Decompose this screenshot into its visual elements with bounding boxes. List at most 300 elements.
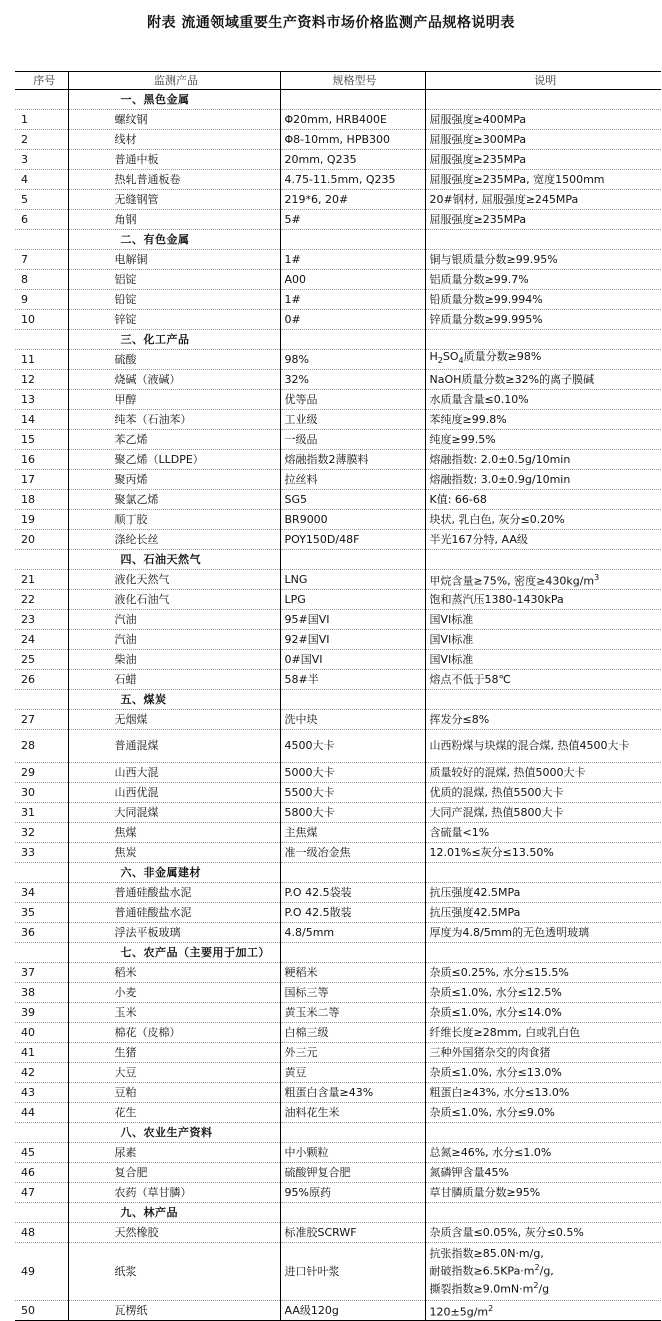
spec-model: 92#国VI [280,630,425,650]
category-spec-cell [280,943,425,963]
desc-part: 饱和蒸汽压1380-1430kPa [429,592,564,606]
desc-part: /g [538,1282,550,1296]
desc-part: 屈服强度≥235MPa [429,212,527,226]
category-title: 一、黑色金属 [68,90,280,110]
row-number: 3 [15,150,68,170]
desc-part: 抗张指数≥85.0N·m/g, [429,1246,544,1260]
spec-model: 4.75-11.5mm, Q235 [280,170,425,190]
table-row [15,270,661,290]
desc-part: 3 [594,572,600,582]
product-name: 瓦楞纸 [68,1301,280,1321]
row-number: 37 [15,963,68,983]
category-row [15,863,661,883]
category-title: 四、石油天然气 [68,550,280,570]
desc-part: SO [442,350,459,364]
row-number: 14 [15,410,68,430]
row-number: 38 [15,983,68,1003]
table-row [15,783,661,803]
desc-part: 纯度≥99.5% [429,432,496,446]
desc-part: 国VI标准 [429,632,474,646]
desc-part: 2 [533,1280,539,1290]
desc-part: 12.01%≤灰分≤13.50% [429,845,554,859]
desc-part: 苯纯度≥99.8% [429,412,507,426]
table-row [15,110,661,130]
table-row [15,1163,661,1183]
description [425,390,661,410]
category-spec-cell [280,1123,425,1143]
table-row [15,1143,661,1163]
product-name: 浮法平板玻璃 [68,923,280,943]
description [425,530,661,550]
desc-part: 大同产混煤, 热值5800大卡 [429,805,564,819]
table-row [15,610,661,630]
product-name: 普通硅酸盐水泥 [68,883,280,903]
spec-model: 准一级冶金焦 [280,843,425,863]
desc-part: 2 [534,1262,540,1272]
description [425,763,661,783]
description [425,710,661,730]
spec-model: 5000大卡 [280,763,425,783]
product-name: 复合肥 [68,1163,280,1183]
category-no-cell [15,690,68,710]
table-row [15,1003,661,1023]
product-name: 纯苯（石油苯） [68,410,280,430]
table-row [15,570,661,590]
spec-model: 国标三等 [280,983,425,1003]
desc-part: 挥发分≤8% [429,712,490,726]
description [425,1063,661,1083]
spec-model: 20mm, Q235 [280,150,425,170]
desc-part: 杂质≤0.25%, 水分≤15.5% [429,965,569,979]
description [425,290,661,310]
category-row [15,90,661,110]
row-number: 24 [15,630,68,650]
desc-part: 粗蛋白≥43%, 水分≤13.0% [429,1085,570,1099]
row-number: 21 [15,570,68,590]
desc-part: 屈服强度≥400MPa [429,112,527,126]
row-number: 48 [15,1223,68,1243]
row-number: 44 [15,1103,68,1123]
description [425,250,661,270]
table-header-row [15,72,661,90]
desc-part: 水质量含量≤0.10% [429,392,529,406]
category-title: 三、化工产品 [68,330,280,350]
row-number: 5 [15,190,68,210]
table-row [15,410,661,430]
description [425,170,661,190]
product-name: 锌锭 [68,310,280,330]
category-desc-cell [425,230,661,250]
category-row [15,330,661,350]
row-number: 41 [15,1043,68,1063]
category-row [15,1123,661,1143]
spec-model: Φ20mm, HRB400E [280,110,425,130]
description [425,963,661,983]
category-desc-cell [425,550,661,570]
category-title: 二、有色金属 [68,230,280,250]
desc-part: 熔融指数: 2.0±0.5g/10min [429,452,571,466]
desc-line [430,1261,662,1279]
desc-part: 草甘膦质量分数≥95% [429,1185,541,1199]
table-row [15,350,661,370]
row-number: 10 [15,310,68,330]
table-row [15,1223,661,1243]
spec-model: 1# [280,290,425,310]
spec-model: SG5 [280,490,425,510]
row-number: 49 [15,1243,68,1301]
table-row [15,803,661,823]
desc-part: 铝质量分数≥99.7% [429,272,529,286]
category-no-cell [15,943,68,963]
product-name: 豆粕 [68,1083,280,1103]
product-name: 柴油 [68,650,280,670]
category-desc-cell [425,90,661,110]
table-body [15,90,661,1321]
row-number: 1 [15,110,68,130]
spec-model: 油料花生米 [280,1103,425,1123]
description [425,903,661,923]
row-number: 8 [15,270,68,290]
row-number: 50 [15,1301,68,1321]
description [425,490,661,510]
row-number: 46 [15,1163,68,1183]
table-row [15,650,661,670]
desc-part: 优质的混煤, 热值5500大卡 [429,785,564,799]
product-name: 聚丙烯 [68,470,280,490]
description [425,270,661,290]
product-name: 苯乙烯 [68,430,280,450]
desc-part: 纤维长度≥28mm, 白或乳白色 [429,1025,581,1039]
header-desc: 说明 [425,72,661,90]
row-number: 31 [15,803,68,823]
desc-part: 120±5g/m [429,1305,489,1319]
category-title: 六、非金属建材 [68,863,280,883]
table-row [15,310,661,330]
table-row [15,290,661,310]
desc-part: 块状, 乳白色, 灰分≤0.20% [429,512,565,526]
category-desc-cell [425,863,661,883]
table-row [15,470,661,490]
table-row [15,1103,661,1123]
table-row [15,530,661,550]
spec-model: 219*6, 20# [280,190,425,210]
category-title: 五、煤炭 [68,690,280,710]
desc-part: 熔点不低于58℃ [429,672,511,686]
row-number: 29 [15,763,68,783]
category-no-cell [15,863,68,883]
spec-model: 外三元 [280,1043,425,1063]
desc-part: 2 [437,356,443,366]
row-number: 18 [15,490,68,510]
product-name: 热轧普通板卷 [68,170,280,190]
category-row [15,550,661,570]
product-name: 普通混煤 [68,730,280,763]
product-name: 尿素 [68,1143,280,1163]
spec-model: 进口针叶浆 [280,1243,425,1301]
product-name: 铅锭 [68,290,280,310]
row-number: 36 [15,923,68,943]
description [425,843,661,863]
desc-part: 国VI标准 [429,652,474,666]
desc-part: /g, [539,1264,554,1278]
category-spec-cell [280,690,425,710]
product-name: 铝锭 [68,270,280,290]
table-row [15,923,661,943]
product-name: 大同混煤 [68,803,280,823]
spec-model: 粗蛋白含量≥43% [280,1083,425,1103]
description [425,803,661,823]
spec-model: 5# [280,210,425,230]
spec-model: LNG [280,570,425,590]
desc-part: 20#钢材, 屈服强度≥245MPa [429,192,579,206]
spec-model: 粳稻米 [280,963,425,983]
table-row [15,430,661,450]
spec-model: 5500大卡 [280,783,425,803]
row-number: 4 [15,170,68,190]
table-row [15,1043,661,1063]
product-name: 焦炭 [68,843,280,863]
desc-part: 杂质含量≤0.05%, 灰分≤0.5% [429,1225,584,1239]
category-row [15,943,661,963]
desc-part: 厚度为4.8/5mm的无色透明玻璃 [429,925,590,939]
row-number: 25 [15,650,68,670]
row-number: 35 [15,903,68,923]
row-number: 39 [15,1003,68,1023]
row-number: 17 [15,470,68,490]
product-name: 焦煤 [68,823,280,843]
category-row [15,1203,661,1223]
table-row [15,670,661,690]
spec-model: 熔融指数2薄膜料 [280,450,425,470]
product-name: 生猪 [68,1043,280,1063]
description [425,650,661,670]
product-name: 普通中板 [68,150,280,170]
category-spec-cell [280,550,425,570]
spec-model: 4500大卡 [280,730,425,763]
table-row [15,823,661,843]
product-name: 山西优混 [68,783,280,803]
desc-part: 含硫量<1% [429,825,490,839]
description [425,590,661,610]
category-spec-cell [280,1203,425,1223]
spec-model: 0#国VI [280,650,425,670]
row-number: 12 [15,370,68,390]
category-title: 七、农产品（主要用于加工） [68,943,280,963]
description [425,1301,661,1321]
row-number: 9 [15,290,68,310]
product-name: 纸浆 [68,1243,280,1301]
description [425,783,661,803]
desc-part: 屈服强度≥235MPa [429,152,527,166]
desc-part: 锌质量分数≥99.995% [429,312,543,326]
table-row [15,510,661,530]
desc-part: 4 [458,356,464,366]
description [425,1223,661,1243]
table-row [15,490,661,510]
desc-line [430,1247,662,1261]
product-name: 角钢 [68,210,280,230]
spec-model: 32% [280,370,425,390]
category-no-cell [15,90,68,110]
desc-part: 山西粉煤与块煤的混合煤, 热值4500大卡 [429,739,630,752]
row-number: 32 [15,823,68,843]
product-name: 涤纶长丝 [68,530,280,550]
desc-part: 氮磷钾含量45% [429,1165,509,1179]
row-number: 40 [15,1023,68,1043]
description [425,130,661,150]
table-row [15,983,661,1003]
product-name: 螺纹钢 [68,110,280,130]
category-title: 九、林产品 [68,1203,280,1223]
description [425,1003,661,1023]
desc-part: 总氮≥46%, 水分≤1.0% [429,1145,552,1159]
product-name: 液化石油气 [68,590,280,610]
product-name: 聚氯乙烯 [68,490,280,510]
category-desc-cell [425,1203,661,1223]
spec-model: 95#国VI [280,610,425,630]
category-row [15,230,661,250]
category-desc-cell [425,1123,661,1143]
row-number: 7 [15,250,68,270]
description [425,1103,661,1123]
description [425,983,661,1003]
spec-model: AA级120g [280,1301,425,1321]
spec-model: 1# [280,250,425,270]
spec-model: 中小颗粒 [280,1143,425,1163]
category-no-cell [15,330,68,350]
description [425,470,661,490]
category-spec-cell [280,230,425,250]
header-product: 监测产品 [68,72,280,90]
table-row [15,210,661,230]
header-spec: 规格型号 [280,72,425,90]
description [425,923,661,943]
desc-part: 国VI标准 [429,612,474,626]
row-number: 19 [15,510,68,530]
spec-model: 工业级 [280,410,425,430]
row-number: 47 [15,1183,68,1203]
category-no-cell [15,230,68,250]
description [425,1083,661,1103]
product-name: 花生 [68,1103,280,1123]
row-number: 34 [15,883,68,903]
row-number: 16 [15,450,68,470]
category-title: 八、农业生产资料 [68,1123,280,1143]
table-row [15,390,661,410]
row-number: 23 [15,610,68,630]
row-number: 22 [15,590,68,610]
spec-model: 一级品 [280,430,425,450]
product-name: 石蜡 [68,670,280,690]
desc-part: 铜与银质量分数≥99.95% [429,252,558,266]
product-name: 汽油 [68,610,280,630]
description [425,370,661,390]
row-number: 33 [15,843,68,863]
category-desc-cell [425,330,661,350]
spec-model: 主焦煤 [280,823,425,843]
desc-part: 质量分数≥98% [463,350,542,364]
desc-part: 质量较好的混煤, 热值5000大卡 [429,765,586,779]
category-no-cell [15,550,68,570]
table-row [15,1063,661,1083]
desc-part: 半光167分特, AA级 [429,532,528,546]
description [425,1143,661,1163]
product-name: 大豆 [68,1063,280,1083]
spec-model: 0# [280,310,425,330]
table-row [15,170,661,190]
description [425,430,661,450]
product-name: 小麦 [68,983,280,1003]
category-row [15,690,661,710]
desc-part: 抗压强度42.5MPa [429,905,521,919]
table-row [15,730,661,763]
row-number: 11 [15,350,68,370]
table-row [15,963,661,983]
row-number: 27 [15,710,68,730]
table-row [15,630,661,650]
spec-model: Φ8-10mm, HPB300 [280,130,425,150]
table-row [15,370,661,390]
desc-part: 抗压强度42.5MPa [429,885,521,899]
spec-table [15,71,661,1321]
description [425,1183,661,1203]
table-row [15,883,661,903]
spec-model: P.O 42.5袋装 [280,883,425,903]
category-desc-cell [425,943,661,963]
product-name: 无缝钢管 [68,190,280,210]
description [425,883,661,903]
description [425,1023,661,1043]
product-name: 无烟煤 [68,710,280,730]
desc-part: 杂质≤1.0%, 水分≤13.0% [429,1065,562,1079]
desc-part: 耐破指数≥6.5KPa·m [429,1264,535,1278]
product-name: 甲醇 [68,390,280,410]
product-name: 聚乙烯（LLDPE） [68,450,280,470]
row-number: 13 [15,390,68,410]
desc-line [430,1279,662,1297]
document-title: 附表 流通领域重要生产资料市场价格监测产品规格说明表 [147,15,515,31]
table-row [15,1023,661,1043]
category-spec-cell [280,330,425,350]
product-name: 玉米 [68,1003,280,1023]
table-row [15,1183,661,1203]
category-no-cell [15,1203,68,1223]
desc-part: 屈服强度≥235MPa, 宽度1500mm [429,172,605,186]
description [425,410,661,430]
product-name: 棉花（皮棉） [68,1023,280,1043]
spec-model: 4.8/5mm [280,923,425,943]
desc-part: 杂质≤1.0%, 水分≤14.0% [429,1005,562,1019]
row-number: 43 [15,1083,68,1103]
description [425,510,661,530]
spec-model: 洗中块 [280,710,425,730]
description [425,110,661,130]
row-number: 20 [15,530,68,550]
desc-part: 铅质量分数≥99.994% [429,292,543,306]
spec-model: 标准胶SCRWF [280,1223,425,1243]
product-name: 电解铜 [68,250,280,270]
product-name: 顺丁胶 [68,510,280,530]
description [425,610,661,630]
desc-part: 撕裂指数≥9.0mN·m [429,1282,534,1296]
table-row [15,1083,661,1103]
table-row [15,130,661,150]
spec-model: 黄豆 [280,1063,425,1083]
description [425,150,661,170]
product-name: 硫酸 [68,350,280,370]
spec-model: BR9000 [280,510,425,530]
description [425,823,661,843]
